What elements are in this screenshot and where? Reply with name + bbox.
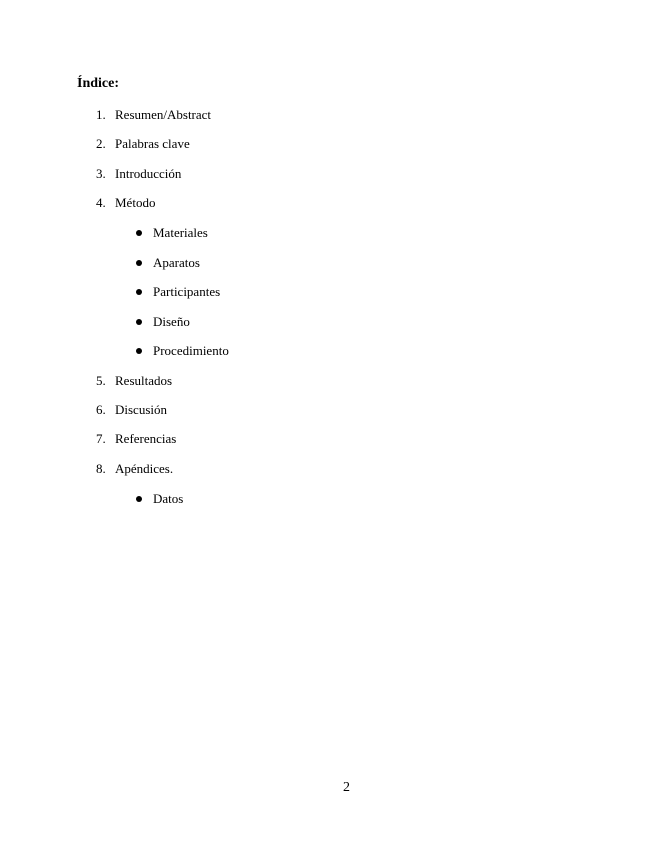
toc-subitem-label: Diseño [153, 314, 190, 329]
toc-subitem-label: Aparatos [153, 255, 200, 270]
toc-item-number: 6. [96, 402, 106, 417]
bullet-icon [136, 289, 142, 295]
bullet-icon [136, 348, 142, 354]
toc-item-label: Método [115, 195, 156, 210]
toc-item-number: 8. [96, 461, 106, 476]
toc-subitem-label: Procedimiento [153, 343, 229, 358]
bullet-icon [136, 230, 142, 236]
bullet-icon [136, 319, 142, 325]
toc-item-number: 2. [96, 136, 106, 151]
toc-item-label: Resultados [115, 373, 173, 388]
toc-item-number: 3. [96, 166, 106, 181]
bullet-icon [136, 260, 142, 266]
toc-subitem-label: Participantes [153, 284, 221, 299]
bullet-icon [136, 496, 142, 502]
toc-item-number: 1. [96, 107, 106, 122]
toc-subitem-label: Datos [153, 491, 184, 506]
toc-item-label: Palabras clave [115, 136, 190, 151]
toc-item-label: Resumen/Abstract [115, 107, 212, 122]
toc-item-number: 7. [96, 431, 106, 446]
toc-subitem-label: Materiales [153, 225, 208, 240]
toc-item-number: 5. [96, 373, 106, 388]
toc-item-label: Discusión [115, 402, 167, 417]
toc-item-label: Apéndices. [115, 461, 174, 476]
toc-item-label: Introducción [115, 166, 182, 181]
page-number: 2 [343, 780, 350, 795]
toc-item-number: 4. [96, 195, 106, 210]
index-heading: Índice: [77, 76, 119, 91]
toc-item-label: Referencias [115, 431, 177, 446]
